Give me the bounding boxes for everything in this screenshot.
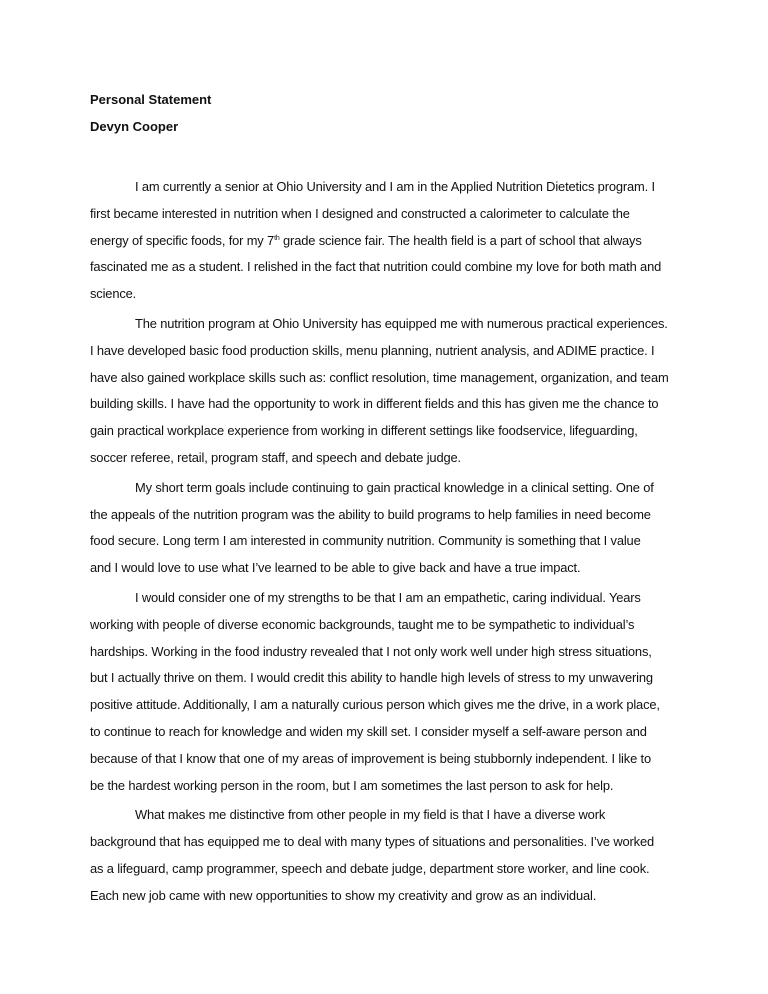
- text-line: My short term goals include continuing to gain practical knowledge in a clinical setting. One of: [135, 479, 654, 495]
- text-segment: grade science fair. The health field is a part of school that always: [279, 232, 642, 248]
- text-line: working with people of diverse economic backgrounds, taught me to be sympathetic to individual’s: [90, 616, 635, 632]
- text-line: have also gained workplace skills such as: conflict resolution, time management, organization, and team: [90, 369, 669, 385]
- text-line: hardships. Working in the food industry revealed that I not only work well under high stress situations,: [90, 643, 652, 659]
- ordinal-superscript: th: [274, 234, 280, 242]
- text-line-with-superscript: [90, 228, 690, 255]
- text-line: because of that I know that one of my areas of improvement is being stubbornly independent. I like to: [90, 750, 651, 766]
- text-line: Each new job came with new opportunities to show my creativity and grow as an individual.: [90, 887, 597, 903]
- paragraph-2: [90, 311, 690, 472]
- text-line: fascinated me as a student. I relished in the fact that nutrition could combine my love for both math and: [90, 259, 662, 275]
- text-line: first became interested in nutrition when I designed and constructed a calorimeter to calculate the: [90, 205, 630, 221]
- text-line: building skills. I have had the opportunity to work in different fields and this has given me the chance to: [90, 396, 659, 412]
- text-line: I have developed basic food production skills, menu planning, nutrient analysis, and ADIME practice. I: [90, 342, 655, 358]
- document-title: Personal Statement: [90, 92, 212, 107]
- author-name: Devyn Cooper: [90, 119, 179, 134]
- paragraph-3: [90, 475, 690, 582]
- text-line: gain practical workplace experience from working in different settings like foodservice, lifeguarding,: [90, 423, 638, 439]
- text-line: positive attitude. Additionally, I am a naturally curious person which gives me the drive, in a work place,: [90, 697, 660, 713]
- text-line: I would consider one of my strengths to be that I am an empathetic, caring individual. Years: [135, 589, 641, 605]
- text-line: background that has equipped me to deal with many types of situations and personalities. I’ve worked: [90, 834, 654, 850]
- text-line: soccer referee, retail, program staff, and speech and debate judge.: [90, 449, 461, 465]
- text-line: and I would love to use what I’ve learned to be able to give back and have a true impact.: [90, 560, 581, 576]
- text-segment: energy of specific foods, for my 7: [90, 232, 275, 248]
- paragraph-4: [90, 585, 690, 799]
- paragraph-5: [90, 802, 690, 909]
- text-line: to continue to reach for knowledge and widen my skill set. I consider myself a self-aware person and: [90, 723, 647, 739]
- text-line: food secure. Long term I am interested in community nutrition. Community is something that I value: [90, 533, 641, 549]
- text-line: science.: [90, 286, 137, 302]
- text-line: but I actually thrive on them. I would credit this ability to handle high levels of stress to my unwavering: [90, 670, 653, 686]
- text-line: the appeals of the nutrition program was the ability to build programs to help families in need become: [90, 506, 651, 522]
- text-line: be the hardest working person in the room, but I am sometimes the last person to ask for help.: [90, 777, 614, 793]
- text-line: I am currently a senior at Ohio University and I am in the Applied Nutrition Dietetics program. I: [135, 179, 655, 194]
- text-line: What makes me distinctive from other people in my field is that I have a diverse work: [135, 807, 606, 823]
- text-line: The nutrition program at Ohio University has equipped me with numerous practical experiences.: [135, 315, 668, 331]
- text-line: as a lifeguard, camp programmer, speech and debate judge, department store worker, and line cook.: [90, 860, 650, 876]
- statement-body: [90, 174, 690, 913]
- paragraph-1: [90, 174, 690, 308]
